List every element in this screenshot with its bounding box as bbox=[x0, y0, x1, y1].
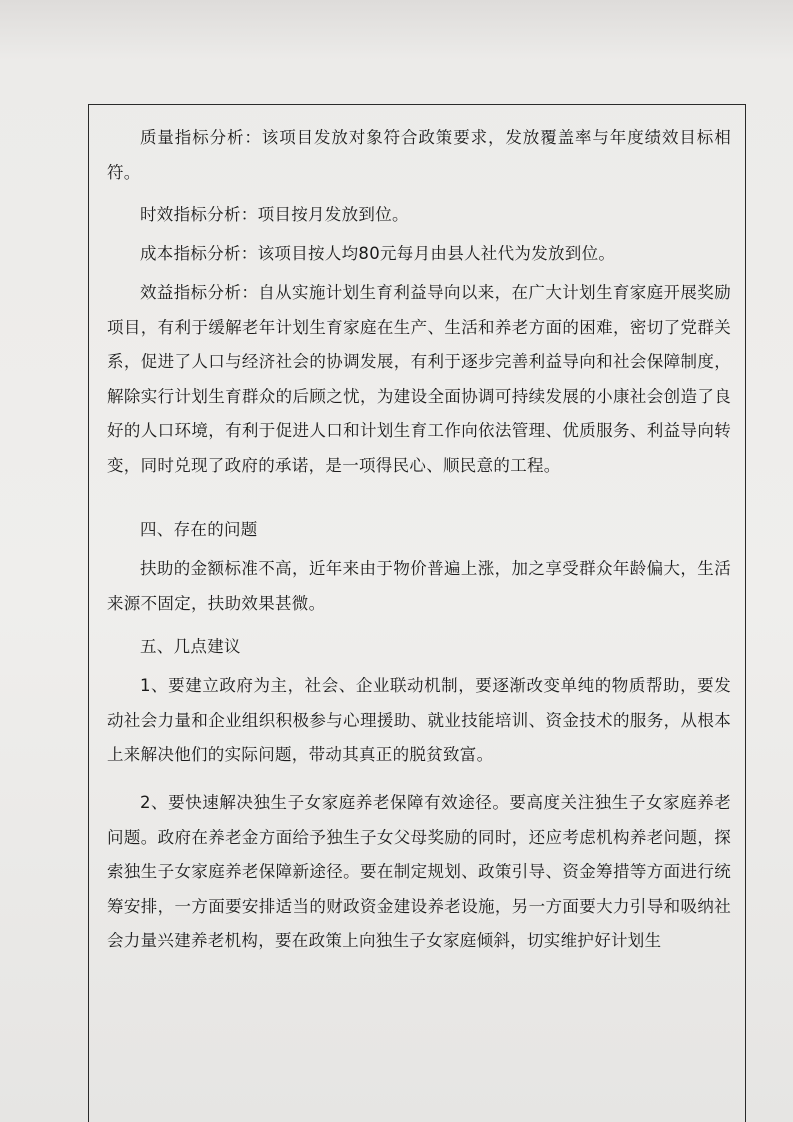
paragraph-suggestion-1: 1、要建立政府为主，社会、企业联动机制，要逐渐改变单纯的物质帮助，要发动社会力量和企业组织积极参与心理援助、就业技能培训、资金技术的服务，从根本上来解决他们的实际问题，带动其真正的脱贫致富。 bbox=[107, 676, 731, 764]
paragraph-existing-problems: 扶助的金额标准不高，近年来由于物价普遍上涨，加之享受群众年龄偏大，生活来源不固定，扶助效果甚微。 bbox=[107, 559, 731, 613]
paragraph-benefit-indicator: 效益指标分析：自从实施计划生育利益导向以来，在广大计划生育家庭开展奖励项目，有利于缓解老年计划生育家庭在生产、生活和养老方面的困难，密切了党群关系，促进了人口与经济社会的协调发展，有利于逐步完善利益导向和社会保障制度，解除实行计划生育群众的后顾之忧，为建设全面协调可持续发展的小康社会创造了良好的人口环境，有利于促进人口和计划生育工作向依法管理、优质服务、利益导向转变，同时兑现了政府的承诺，是一项得民心、顺民意的工程。 bbox=[107, 283, 731, 475]
paragraph-suggestion-2: 2、要快速解决独生子女家庭养老保障有效途径。要高度关注独生子女家庭养老问题。政府在养老金方面给予独生子女父母奖励的同时，还应考虑机构养老问题，探索独生子女家庭养老保障新途径。要在制定规划、政策引导、资金筹措等方面进行统筹安排，一方面要安排适当的财政资金建设养老设施，另一方面要大力引导和吸纳社会力量兴建养老机构，要在政策上向独生子女家庭倾斜，切实维护好计划生 bbox=[107, 793, 731, 950]
paragraph-cost-indicator: 成本指标分析：该项目按人均80元每月由县人社代为发放到位。 bbox=[140, 244, 616, 263]
paragraph-quality-indicator: 质量指标分析：该项目发放对象符合政策要求，发放覆盖率与年度绩效目标相符。 bbox=[107, 128, 731, 182]
section-heading-existing-problems: 四、存在的问题 bbox=[140, 520, 258, 539]
section-heading-suggestions: 五、几点建议 bbox=[140, 637, 241, 656]
paragraph-timeliness-indicator: 时效指标分析：项目按月发放到位。 bbox=[140, 205, 409, 224]
